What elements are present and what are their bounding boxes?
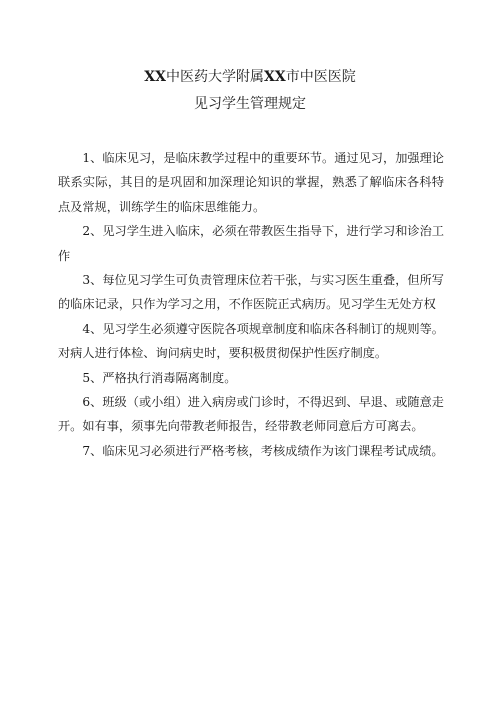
- paragraph-4: 4、见习学生必须遵守医院各项规章制度和临床各科制订的规则等。对病人进行体检、询问病史时，要积极贯彻保护性医疗制度。: [58, 321, 444, 361]
- paragraph-6: 6、班级（或小组）进入病房或门诊时，不得迟到、早退、或随意走开。如有事，须事先向带教老师报告，经带教老师同意后方可离去。: [58, 395, 444, 434]
- paragraph-5: 5、严格执行消毒隔离制度。: [82, 370, 237, 385]
- title-university: 中医药大学附属: [166, 69, 264, 85]
- paragraph-7: 7、临床见习必须进行严格考核，考核成绩作为该门课程考试成绩。: [82, 443, 444, 458]
- title-xx-2: XX: [264, 69, 286, 85]
- document-body: [58, 146, 444, 463]
- paragraph-3: 3、每位见习学生可负责管理床位若干张，与实习医生重叠，但所写的临床记录，只作为学习之用，不作医院正式病历。见习学生无处方权: [58, 273, 444, 312]
- document-title-regulation: 见习学生管理规定: [194, 96, 306, 112]
- paragraph-1: 1、临床见习，是临床教学过程中的重要环节。通过见习，加强理论联系实际，其目的是巩固和加深理论知识的掌握，熟悉了解临床各科特点及常规，训练学生的临床思维能力。: [58, 151, 444, 214]
- paragraph-2: 2、见习学生进入临床，必须在带教医生指导下，进行学习和诊治工作: [58, 224, 444, 263]
- document-title-hospital: [0, 67, 500, 87]
- title-xx-1: XX: [144, 69, 166, 85]
- title-hospital-name: 市中医医院: [285, 69, 356, 85]
